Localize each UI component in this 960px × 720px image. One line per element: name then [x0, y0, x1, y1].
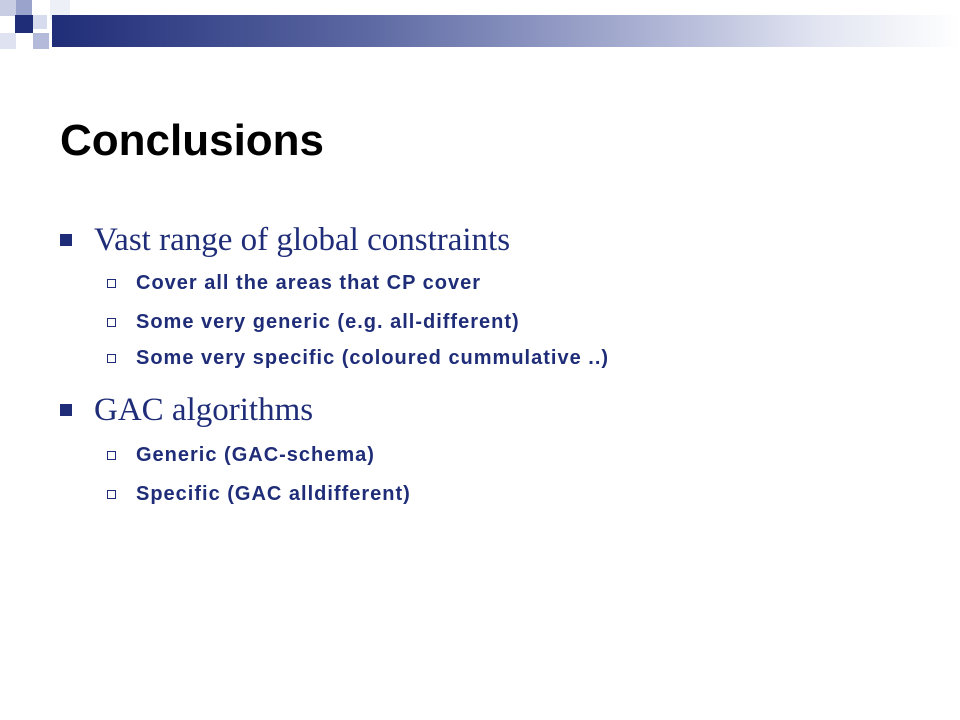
sub-bullet-text: Specific (GAC alldifferent)	[136, 482, 411, 505]
sub-bullet-item	[107, 267, 481, 299]
sub-bullet-text: Cover all the areas that CP cover	[136, 271, 481, 294]
bullet-item	[60, 388, 313, 432]
sub-bullet-text: Some very specific (coloured cummulative ..)	[136, 346, 610, 369]
bullet-item	[60, 218, 510, 262]
bullet-text: Vast range of global constraints	[94, 221, 511, 258]
square-bullet-icon	[60, 404, 72, 416]
square-bullet-icon	[60, 234, 72, 246]
hollow-square-bullet-icon	[107, 318, 116, 327]
sub-bullet-item	[107, 478, 411, 510]
hollow-square-bullet-icon	[107, 490, 116, 499]
sub-bullet-text: Generic (GAC-schema)	[136, 443, 375, 466]
hollow-square-bullet-icon	[107, 354, 116, 363]
slide-title: Conclusions	[60, 116, 325, 165]
sub-bullet-item	[107, 439, 375, 471]
sub-bullet-item	[107, 342, 609, 374]
hollow-square-bullet-icon	[107, 451, 116, 460]
hollow-square-bullet-icon	[107, 279, 116, 288]
sub-bullet-text: Some very generic (e.g. all-different)	[136, 310, 520, 333]
bullet-text: GAC algorithms	[94, 391, 314, 428]
sub-bullet-item	[107, 306, 520, 338]
